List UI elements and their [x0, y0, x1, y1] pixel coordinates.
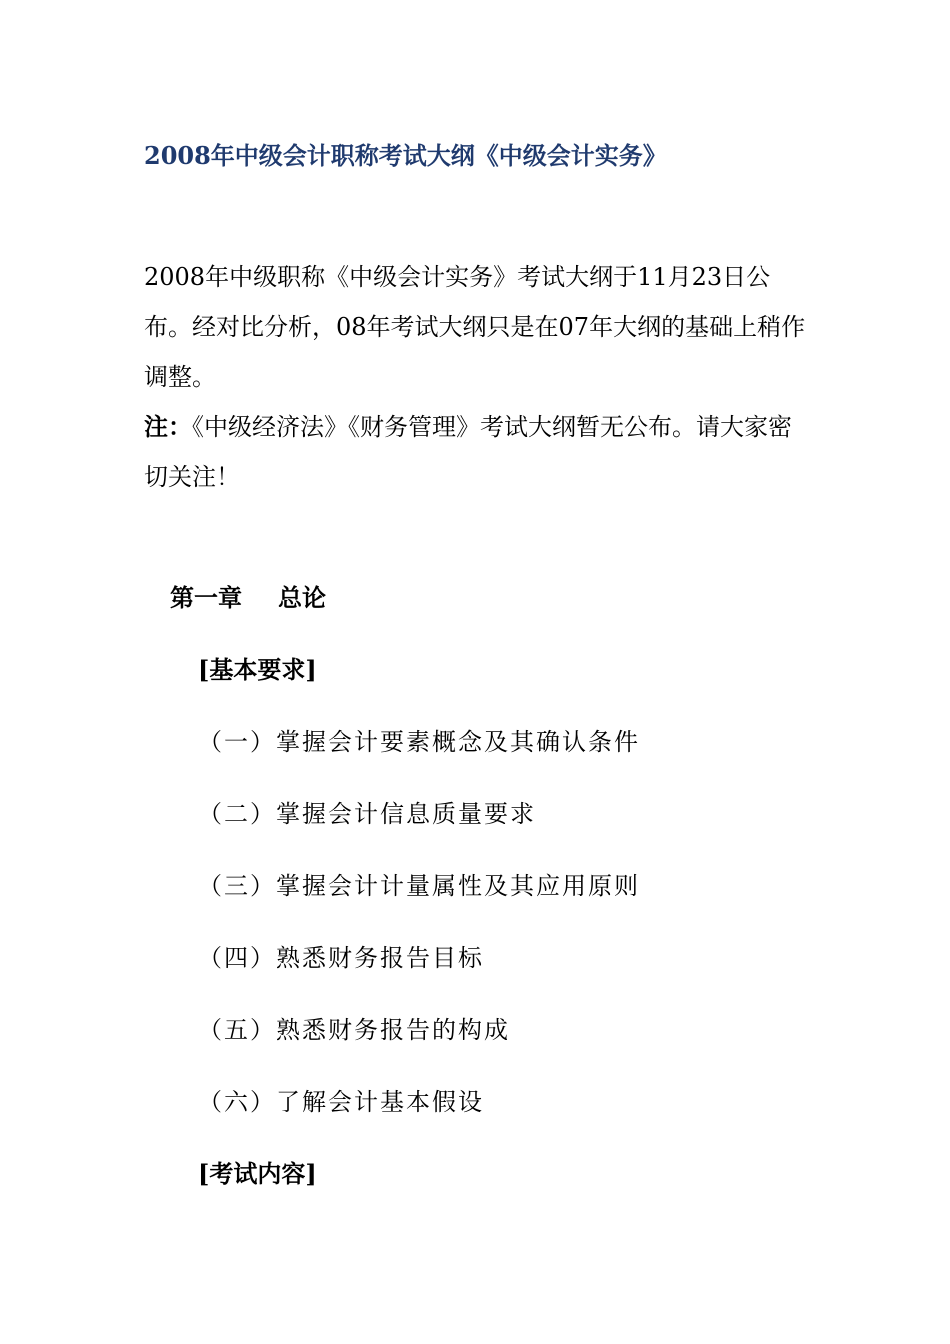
document-title: 2008年中级会计职称考试大纲《中级会计实务》: [144, 141, 667, 170]
chapter-title: 总论: [278, 583, 326, 612]
intro-paragraph: 2008年中级职称《中级会计实务》考试大纲于11月23日公布。经对比分析，08年考试大纲只是在07年大纲的基础上稍作调整。: [144, 263, 806, 391]
requirement-item: （三）掌握会计计量属性及其应用原则: [198, 872, 640, 900]
requirement-item: （五）熟悉财务报告的构成: [198, 1016, 510, 1044]
note-text: 《中级经济法》《财务管理》考试大纲暂无公布。请大家密切关注！: [144, 413, 792, 491]
note-label: 注：: [144, 412, 192, 441]
exam-content-heading: [考试内容]: [198, 1159, 317, 1188]
chapter-heading: [170, 578, 326, 613]
requirement-item: （一）掌握会计要素概念及其确认条件: [198, 728, 640, 756]
note-paragraph: [144, 402, 808, 502]
intro-block: [144, 252, 808, 502]
requirement-item: （二）掌握会计信息质量要求: [198, 800, 536, 828]
requirement-item: （四）熟悉财务报告目标: [198, 944, 484, 972]
basic-requirements-heading: [基本要求]: [198, 655, 317, 684]
chapter-number: 第一章: [170, 583, 242, 612]
requirement-item: （六）了解会计基本假设: [198, 1088, 484, 1116]
